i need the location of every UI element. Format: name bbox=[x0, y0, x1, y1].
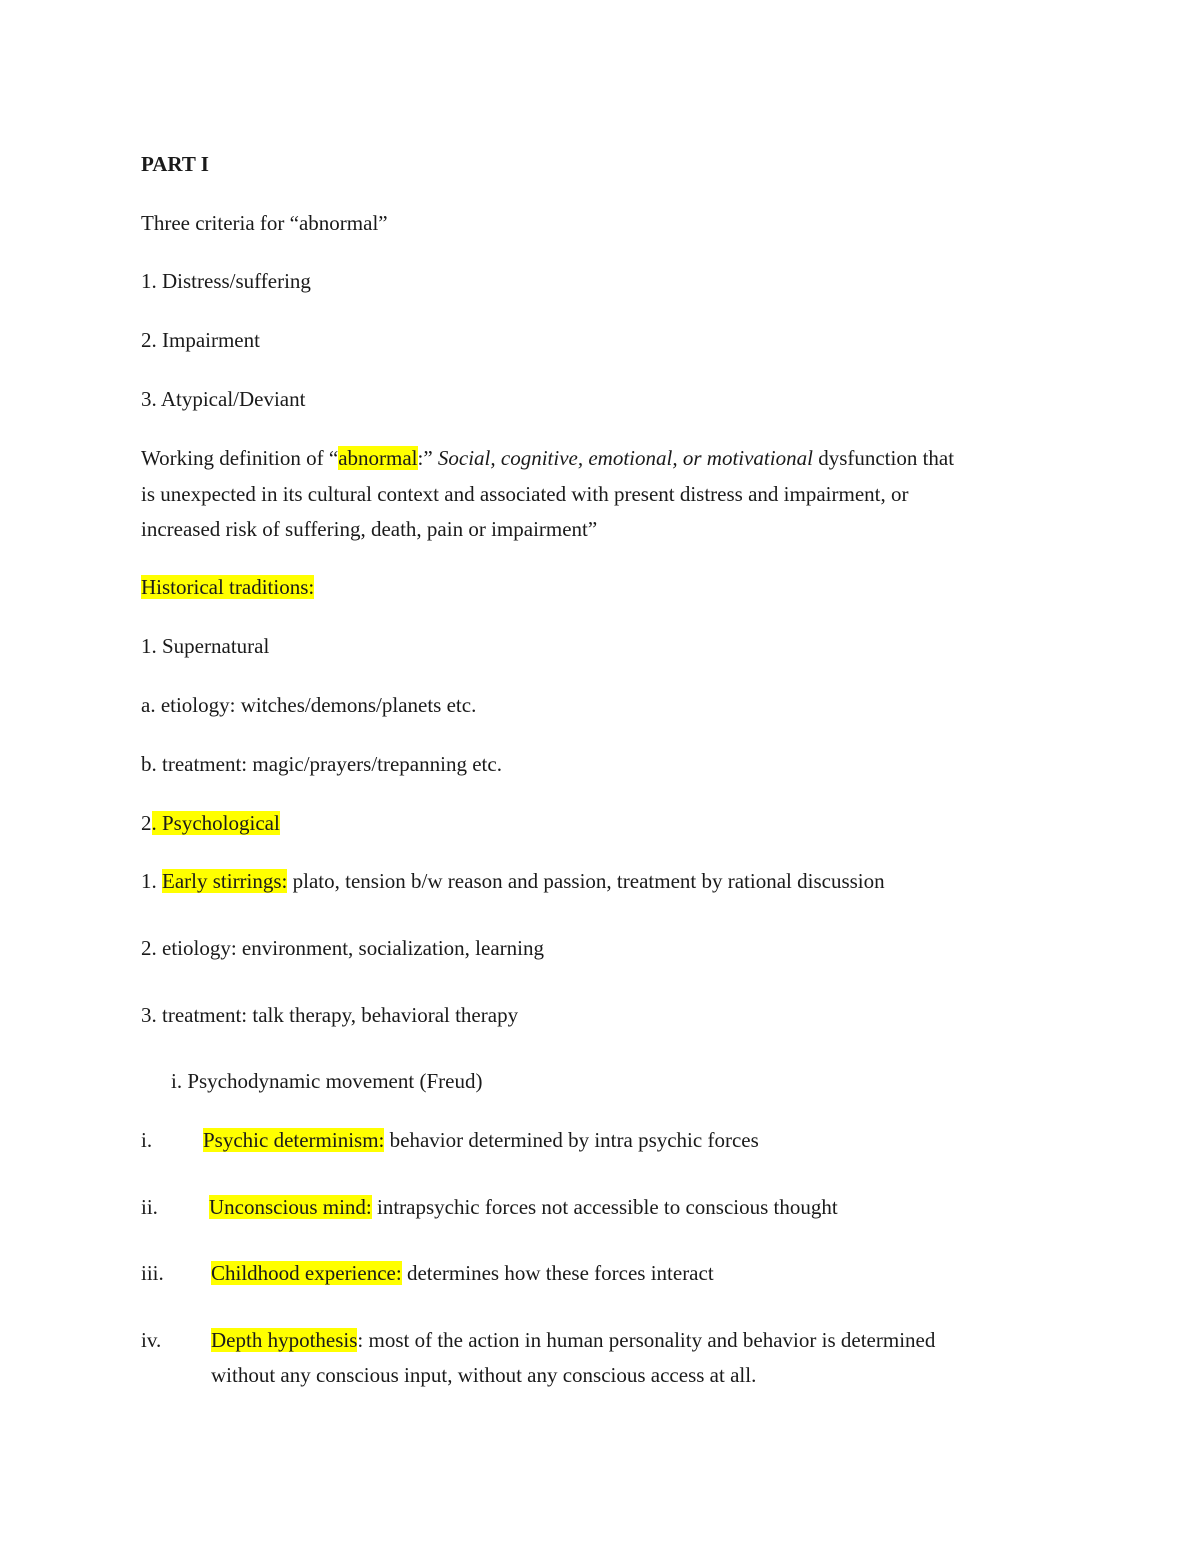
list-item bbox=[211, 1260, 714, 1286]
early-stirrings-line bbox=[141, 868, 885, 894]
criteria-intro: Three criteria for “abnormal” bbox=[141, 211, 388, 235]
definition-italic: Social, cognitive, emotional, or motivational bbox=[437, 446, 813, 470]
psych-etiology: 2. etiology: environment, socialization, learning bbox=[141, 936, 544, 960]
definition-rest: dysfunction that bbox=[812, 446, 955, 470]
criteria-item: 2. Impairment bbox=[141, 328, 260, 352]
item-rest: behavior determined by intra psychic forces bbox=[384, 1128, 759, 1152]
list-numeral: ii. bbox=[141, 1195, 158, 1219]
psychodynamic-heading: i. Psychodynamic movement (Freud) bbox=[171, 1069, 483, 1093]
list-item bbox=[203, 1127, 759, 1153]
list-numeral: iv. bbox=[141, 1328, 162, 1352]
list-numeral: i. bbox=[141, 1128, 153, 1152]
historical-heading-text: Historical traditions: bbox=[141, 575, 315, 599]
early-rest: plato, tension b/w reason and passion, treatment by rational discussion bbox=[287, 869, 885, 893]
definition-line-2: is unexpected in its cultural context and associated with present distress and impairment, or bbox=[141, 482, 909, 506]
psych-treatment: 3. treatment: talk therapy, behavioral therapy bbox=[141, 1003, 519, 1027]
item-rest: intrapsychic forces not accessible to conscious thought bbox=[371, 1195, 838, 1219]
psychological-title-text: . Psychological bbox=[151, 811, 280, 835]
item-label: Unconscious mind: bbox=[209, 1195, 372, 1219]
supernatural-title: 1. Supernatural bbox=[141, 634, 270, 658]
list-numeral: iii. bbox=[141, 1261, 164, 1285]
item-label: Childhood experience: bbox=[211, 1261, 402, 1285]
definition-line-1 bbox=[141, 445, 954, 471]
item-label: Psychic determinism: bbox=[203, 1128, 385, 1152]
part-heading: PART I bbox=[141, 152, 209, 176]
definition-line-3: increased risk of suffering, death, pain or impairment” bbox=[141, 517, 598, 541]
early-label: Early stirrings: bbox=[162, 869, 288, 893]
definition-prefix: Working definition of “ bbox=[141, 446, 339, 470]
list-item bbox=[209, 1194, 838, 1220]
psychological-num: 2 bbox=[141, 811, 152, 835]
definition-term: abnormal bbox=[338, 446, 418, 470]
list-item-continuation: without any conscious input, without any conscious access at all. bbox=[211, 1363, 757, 1387]
historical-heading bbox=[141, 574, 314, 600]
list-item bbox=[211, 1327, 935, 1353]
supernatural-treatment: b. treatment: magic/prayers/trepanning etc. bbox=[141, 752, 502, 776]
early-num: 1. bbox=[141, 869, 162, 893]
psychological-title bbox=[141, 810, 280, 836]
item-rest: determines how these forces interact bbox=[401, 1261, 714, 1285]
item-rest: : most of the action in human personality and behavior is determined bbox=[357, 1328, 936, 1352]
item-label: Depth hypothesis bbox=[211, 1328, 358, 1352]
criteria-item: 1. Distress/suffering bbox=[141, 269, 311, 293]
definition-after-term: :” bbox=[417, 446, 438, 470]
supernatural-etiology: a. etiology: witches/demons/planets etc. bbox=[141, 693, 477, 717]
criteria-item: 3. Atypical/Deviant bbox=[141, 387, 306, 411]
